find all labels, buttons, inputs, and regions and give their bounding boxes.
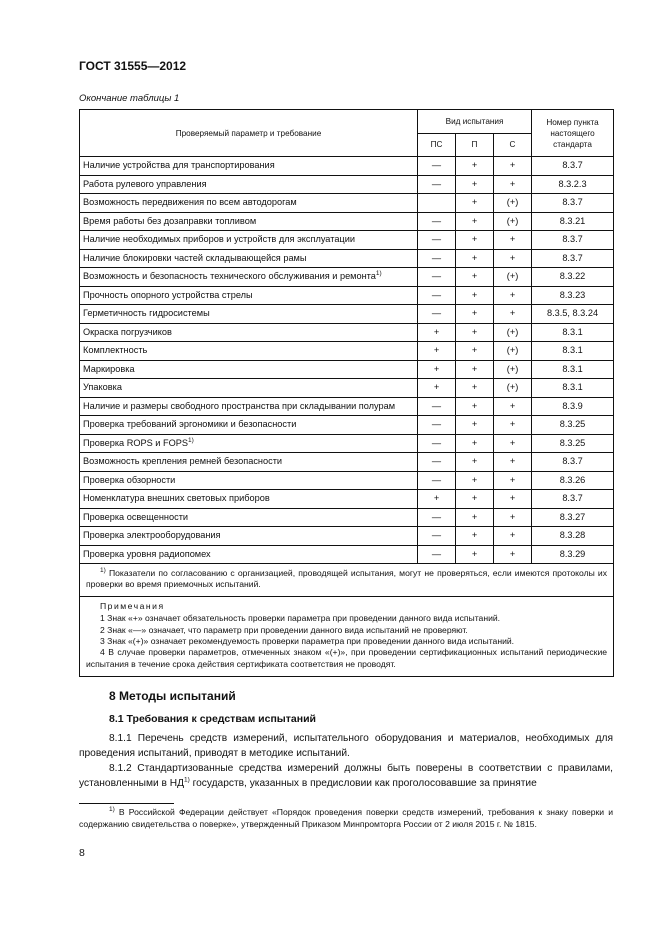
s-cell: [494, 471, 532, 490]
clause-cell: [532, 286, 614, 305]
s-cell: [494, 212, 532, 231]
ps-cell-text: —: [431, 215, 442, 226]
s-cell: [494, 416, 532, 435]
ps-cell: [418, 527, 456, 546]
ps-cell: [418, 157, 456, 176]
clause-cell-text: 8.3.26: [559, 474, 586, 485]
ps-cell-text: —: [431, 530, 442, 541]
s-cell: [494, 342, 532, 361]
clause-cell-text: 8.3.25: [559, 419, 586, 430]
s-cell-text: +: [509, 178, 516, 189]
ps-cell-text: —: [431, 437, 442, 448]
clause-cell-text: 8.3.9: [562, 400, 583, 411]
table-row: [80, 397, 614, 416]
section-title: 8 Методы испытаний: [109, 689, 236, 703]
p-cell: [456, 305, 494, 324]
param-cell: [80, 286, 418, 305]
page-footnote-mark: 1): [109, 806, 115, 814]
table-row: [80, 527, 614, 546]
s-cell-text: (+): [506, 326, 519, 337]
p-cell-text: +: [471, 548, 478, 559]
ps-cell: [418, 286, 456, 305]
param-cell-text: Проверка обзорности: [83, 474, 176, 485]
s-cell: [494, 379, 532, 398]
ps-cell-text: —: [431, 252, 442, 263]
param-cell: [80, 194, 418, 213]
param-cell: [80, 416, 418, 435]
p-cell: [456, 268, 494, 287]
page-footnote-text: В Российской Федерации действует «Порядок проведения поверки средств измерений, требования к знаку поверки и содержанию свидетельства о поверке», утвержденный Приказом Минпромторга России от 2 июля 2015 г. № 1815.: [79, 807, 613, 829]
ps-cell: [418, 175, 456, 194]
param-cell-text: Работа рулевого управления: [83, 178, 207, 189]
param-cell: [80, 453, 418, 472]
clause-cell: [532, 360, 614, 379]
ps-cell: [418, 231, 456, 250]
p-cell: [456, 508, 494, 527]
p-cell-text: +: [471, 511, 478, 522]
table-row: [80, 490, 614, 509]
param-cell: [80, 268, 418, 287]
ps-cell-text: —: [431, 160, 442, 171]
clause-cell-text: 8.3.7: [562, 252, 583, 263]
table-footnote: [86, 568, 607, 591]
s-cell-text: +: [509, 456, 516, 467]
clause-cell: [532, 527, 614, 546]
s-cell: [494, 194, 532, 213]
param-cell: [80, 157, 418, 176]
ps-cell: [418, 212, 456, 231]
table-row: [80, 175, 614, 194]
p-cell: [456, 416, 494, 435]
param-cell: [80, 231, 418, 250]
s-cell: [494, 360, 532, 379]
s-cell: [494, 453, 532, 472]
param-cell: [80, 527, 418, 546]
ps-cell: [418, 434, 456, 453]
p-header: П: [456, 133, 494, 157]
s-cell-text: (+): [506, 363, 519, 374]
ps-cell-text: —: [431, 400, 442, 411]
param-cell: [80, 434, 418, 453]
clause-cell: [532, 212, 614, 231]
p-cell-text: +: [471, 363, 478, 374]
p-cell-text: +: [471, 382, 478, 393]
table-row: [80, 305, 614, 324]
param-cell-text: Номенклатура внешних световых приборов: [83, 493, 270, 504]
s-cell-text: +: [509, 511, 516, 522]
s-cell: [494, 323, 532, 342]
ps-cell-text: +: [433, 345, 440, 356]
p-cell-text: +: [471, 197, 478, 208]
paragraph-8-1-1: 8.1.1 Перечень средств измерений, испытательного оборудования и материалов, необходимых для проведения испытаний, приводят в методике испытаний.: [79, 733, 613, 759]
ps-cell: [418, 379, 456, 398]
p-cell-text: +: [471, 308, 478, 319]
p-cell: [456, 527, 494, 546]
param-cell-text: Комплектность: [83, 345, 148, 356]
param-cell: [80, 342, 418, 361]
p-cell: [456, 379, 494, 398]
p-cell-text: +: [471, 437, 478, 448]
ps-cell: [418, 342, 456, 361]
s-cell-text: +: [509, 160, 516, 171]
ps-cell: [418, 416, 456, 435]
s-cell-text: +: [509, 474, 516, 485]
table-caption: Окончание таблицы 1: [79, 93, 180, 104]
s-cell: [494, 286, 532, 305]
param-cell: [80, 323, 418, 342]
param-cell-text: Проверка ROPS и FOPS: [83, 437, 188, 448]
param-cell-text: Проверка освещенности: [83, 511, 189, 522]
table-row: [80, 286, 614, 305]
param-cell-text: Наличие необходимых приборов и устройств для эксплуатации: [83, 234, 355, 245]
p-cell: [456, 434, 494, 453]
p-cell-text: +: [471, 400, 478, 411]
ps-header: ПС: [418, 133, 456, 157]
p-cell-text: +: [471, 234, 478, 245]
ps-cell-text: —: [431, 234, 442, 245]
param-cell-text: Возможность передвижения по всем автодорогам: [83, 197, 297, 208]
page-number: 8: [79, 847, 85, 859]
ps-cell-text: —: [431, 289, 442, 300]
clause-cell: [532, 194, 614, 213]
p-cell-text: +: [471, 326, 478, 337]
notes-cell: [80, 564, 614, 677]
param-cell-text: Проверка требований эргономики и безопасности: [83, 419, 297, 430]
s-cell-text: +: [509, 400, 516, 411]
clause-cell: [532, 545, 614, 564]
clause-cell-text: 8.3.25: [559, 437, 586, 448]
ps-cell-text: —: [431, 456, 442, 467]
clause-cell-text: 8.3.2.3: [558, 178, 587, 189]
p-cell: [456, 157, 494, 176]
ps-cell-text: +: [433, 326, 440, 337]
clause-cell: [532, 416, 614, 435]
p-cell: [456, 212, 494, 231]
p-cell: [456, 397, 494, 416]
table-row: [80, 416, 614, 435]
s-cell-text: +: [509, 234, 516, 245]
param-cell-text: Возможность крепления ремней безопасности: [83, 456, 283, 467]
ps-cell: [418, 508, 456, 527]
p-cell: [456, 175, 494, 194]
p-cell-text: +: [471, 345, 478, 356]
p-cell: [456, 453, 494, 472]
clause-cell: [532, 490, 614, 509]
table-row: [80, 268, 614, 287]
clause-cell-text: 8.3.1: [562, 363, 583, 374]
footnote-rule: [79, 803, 174, 804]
s-cell-text: +: [509, 289, 516, 300]
clause-cell-text: 8.3.7: [562, 160, 583, 171]
clause-cell-text: 8.3.7: [562, 493, 583, 504]
ps-cell-text: +: [433, 493, 440, 504]
clause-cell: [532, 157, 614, 176]
param-cell-text: Герметичность гидросистемы: [83, 308, 210, 319]
clause-cell-text: 8.3.1: [562, 345, 583, 356]
table-row: [80, 212, 614, 231]
param-cell: [80, 471, 418, 490]
standard-header: ГОСТ 31555—2012: [79, 59, 187, 73]
ps-cell: [418, 360, 456, 379]
table-row: [80, 434, 614, 453]
p-cell: [456, 231, 494, 250]
p-cell: [456, 323, 494, 342]
param-cell: [80, 545, 418, 564]
clause-cell: [532, 323, 614, 342]
p-cell-text: +: [471, 215, 478, 226]
param-cell-text: Возможность и безопасность технического обслуживания и ремонта: [83, 271, 376, 282]
s-cell: [494, 231, 532, 250]
ps-cell-text: +: [433, 363, 440, 374]
ps-cell-text: —: [431, 178, 442, 189]
param-cell-text: Прочность опорного устройства стрелы: [83, 289, 253, 300]
param-cell: [80, 175, 418, 194]
table-row: [80, 360, 614, 379]
ps-cell: [418, 305, 456, 324]
ps-cell: [418, 545, 456, 564]
p-cell-text: +: [471, 252, 478, 263]
table-row: [80, 194, 614, 213]
ps-cell: [418, 194, 456, 213]
clause-cell: [532, 175, 614, 194]
paragraph-8-1-2: [79, 761, 613, 791]
s-cell: [494, 545, 532, 564]
param-cell-text: Проверка электрооборудования: [83, 530, 221, 541]
param-cell: [80, 397, 418, 416]
p2-text-b: государств, указанных в предисловии как проголосовавшие за принятие: [189, 778, 537, 789]
s-cell: [494, 157, 532, 176]
row-footnote-mark: 1): [375, 270, 382, 278]
clause-cell: [532, 342, 614, 361]
ps-cell: [418, 471, 456, 490]
row-footnote-mark: 1): [188, 436, 194, 444]
s-cell-text: +: [509, 493, 516, 504]
param-cell-text: Наличие устройства для транспортирования: [83, 160, 275, 171]
subsection-title: 8.1 Требования к средствам испытаний: [109, 713, 316, 725]
note-1: 1 Знак «+» означает обязательность проверки параметра при проведении данного вида испытаний.: [100, 613, 501, 624]
p-cell-text: +: [471, 419, 478, 430]
table-row: [80, 323, 614, 342]
table-row: [80, 342, 614, 361]
s-cell: [494, 268, 532, 287]
param-cell: [80, 360, 418, 379]
param-cell-text: Наличие блокировки частей складывающейся рамы: [83, 252, 307, 263]
p-cell-text: +: [471, 493, 478, 504]
param-cell: [80, 305, 418, 324]
note-2: 2 Знак «—» означает, что параметр при проведении данного вида испытаний не проверяют.: [100, 624, 468, 635]
s-cell: [494, 305, 532, 324]
clause-cell: [532, 268, 614, 287]
param-cell-text: Время работы без дозаправки топливом: [83, 215, 257, 226]
table-row: [80, 471, 614, 490]
p2-sup: 1): [183, 776, 190, 784]
ps-cell: [418, 490, 456, 509]
param-cell-text: Наличие и размеры свободного пространства при складывании полурам: [83, 400, 396, 411]
clause-cell: [532, 397, 614, 416]
note-3: 3 Знак «(+)» означает рекомендуемость проверки параметра при проведении данного вида испытаний.: [100, 636, 515, 647]
notes-title: Примечания: [100, 600, 165, 611]
clause-cell-text: 8.3.29: [559, 548, 586, 559]
table-row: [80, 508, 614, 527]
clause-cell-text: 8.3.7: [562, 234, 583, 245]
ps-cell-text: —: [431, 271, 442, 282]
p-cell-text: +: [471, 160, 478, 171]
p-cell: [456, 249, 494, 268]
s-cell-text: +: [509, 548, 516, 559]
s-cell: [494, 508, 532, 527]
table-row: [80, 157, 614, 176]
param-cell: [80, 212, 418, 231]
p-cell-text: +: [471, 530, 478, 541]
table-row: [80, 379, 614, 398]
ps-cell-text: —: [431, 474, 442, 485]
test-type-header: Вид испытания: [418, 110, 532, 134]
param-cell: [80, 249, 418, 268]
p-cell-text: +: [471, 271, 478, 282]
param-cell-text: Упаковка: [83, 382, 122, 393]
clause-cell-text: 8.3.1: [562, 326, 583, 337]
table-row: [80, 545, 614, 564]
footnote-text: Показатели по согласованию с организацией, проводящей испытания, могут не проверяться, если имеются протоколы их проверки во время приемочных испытаний.: [86, 568, 608, 590]
p-cell: [456, 194, 494, 213]
clause-cell: [532, 434, 614, 453]
s-cell: [494, 397, 532, 416]
table-row: [80, 249, 614, 268]
p-cell-text: +: [471, 178, 478, 189]
param-header: Проверяемый параметр и требование: [80, 110, 418, 157]
param-cell-text: Окраска погрузчиков: [83, 326, 172, 337]
param-cell: [80, 508, 418, 527]
ps-cell-text: —: [431, 308, 442, 319]
s-cell-text: (+): [506, 197, 519, 208]
ps-cell: [418, 397, 456, 416]
clause-cell: [532, 305, 614, 324]
note-4: 4 В случае проверки параметров, отмеченных знаком «(+)», при проведении сертификационных испытаний периодические испытания в течение срока действия сертификата соответствия не проводят.: [86, 647, 608, 669]
clause-cell: [532, 508, 614, 527]
p-cell: [456, 490, 494, 509]
ps-cell: [418, 323, 456, 342]
clause-cell: [532, 471, 614, 490]
clause-cell-text: 8.3.7: [562, 456, 583, 467]
table-row: [80, 231, 614, 250]
p-cell-text: +: [471, 456, 478, 467]
ps-cell: [418, 453, 456, 472]
ps-cell-text: +: [433, 382, 440, 393]
clause-cell-text: 8.3.1: [562, 382, 583, 393]
s-header: С: [494, 133, 532, 157]
p-cell: [456, 471, 494, 490]
p-cell: [456, 360, 494, 379]
ps-cell-text: —: [431, 511, 442, 522]
clause-cell-text: 8.3.5, 8.3.24: [546, 308, 599, 319]
table-row: [80, 453, 614, 472]
param-cell: [80, 490, 418, 509]
clause-cell-text: 8.3.21: [559, 215, 586, 226]
s-cell: [494, 490, 532, 509]
p-cell: [456, 342, 494, 361]
ps-cell-text: —: [431, 419, 442, 430]
page-footnote: [79, 806, 613, 830]
footnote-mark: 1): [100, 567, 106, 575]
ps-cell-text: —: [431, 548, 442, 559]
clause-cell-text: 8.3.28: [559, 530, 586, 541]
notes-divider: [80, 596, 613, 597]
ps-cell: [418, 268, 456, 287]
notes-row: [80, 564, 614, 677]
s-cell: [494, 434, 532, 453]
clause-header: Номер пункта настоящего стандарта: [532, 110, 614, 157]
s-cell-text: (+): [506, 382, 519, 393]
p-cell-text: +: [471, 474, 478, 485]
p-cell: [456, 545, 494, 564]
s-cell-text: (+): [506, 215, 519, 226]
s-cell-text: (+): [506, 345, 519, 356]
p-cell: [456, 286, 494, 305]
clause-cell-text: 8.3.23: [559, 289, 586, 300]
clause-cell-text: 8.3.22: [559, 271, 586, 282]
p2-text-a: 8.1.2 Стандартизованные средства измерений должны быть поверены в соответствии с правилами, установленными в НД: [79, 763, 613, 789]
s-cell: [494, 249, 532, 268]
table-header-row: [80, 110, 614, 134]
s-cell-text: +: [509, 419, 516, 430]
s-cell: [494, 527, 532, 546]
s-cell-text: +: [509, 252, 516, 263]
clause-cell: [532, 379, 614, 398]
clause-cell-text: 8.3.27: [559, 511, 586, 522]
s-cell-text: +: [509, 308, 516, 319]
param-cell: [80, 379, 418, 398]
s-cell-text: (+): [506, 271, 519, 282]
param-cell-text: Маркировка: [83, 363, 135, 374]
param-cell-text: Проверка уровня радиопомех: [83, 548, 211, 559]
s-cell-text: +: [509, 530, 516, 541]
s-cell-text: +: [509, 437, 516, 448]
test-table: [79, 109, 614, 677]
clause-cell: [532, 231, 614, 250]
s-cell: [494, 175, 532, 194]
p-cell-text: +: [471, 289, 478, 300]
clause-cell: [532, 453, 614, 472]
clause-cell: [532, 249, 614, 268]
clause-cell-text: 8.3.7: [562, 197, 583, 208]
ps-cell: [418, 249, 456, 268]
